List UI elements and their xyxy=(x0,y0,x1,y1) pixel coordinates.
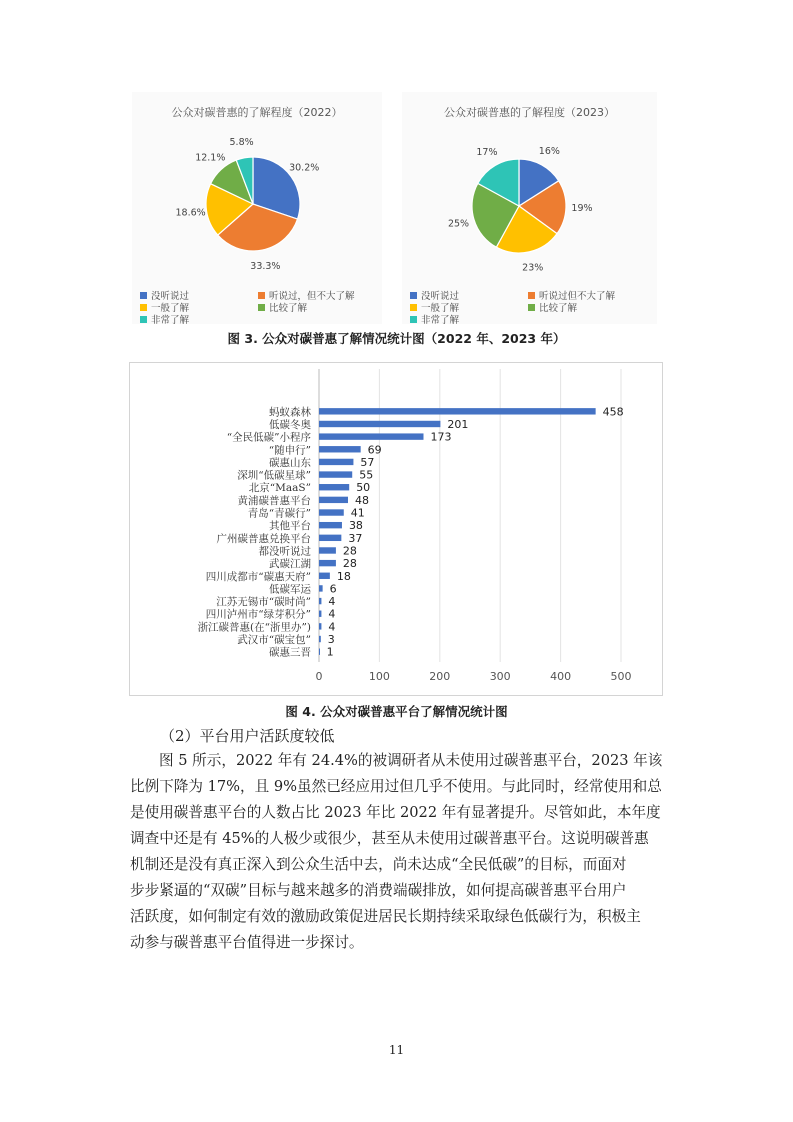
pie-chart-2023 xyxy=(402,92,657,324)
x-tick-label: 100 xyxy=(368,670,390,683)
bar xyxy=(319,522,342,528)
category-label: 武碳江湖 xyxy=(269,558,311,571)
bar-value-label: 38 xyxy=(348,519,363,533)
x-tick-label: 500 xyxy=(610,670,632,683)
pie-value-label: 12.1% xyxy=(195,152,226,164)
legend-label: 比较了解 xyxy=(269,303,308,314)
paragraph-line: 比例下降为 17%，且 9%虽然已经应用过但几乎不使用。与此同时，经常使用和总 xyxy=(130,778,662,795)
legend-label: 没听说过 xyxy=(421,291,460,302)
bar-value-label: 48 xyxy=(354,493,369,507)
bar xyxy=(319,648,320,654)
category-label: 深圳“低碳星球” xyxy=(237,469,311,482)
category-label: 低碳军运 xyxy=(269,583,311,596)
bar-value-label: 69 xyxy=(367,443,382,457)
category-label: 青岛“青碳行” xyxy=(247,507,311,520)
bar-value-label: 28 xyxy=(342,557,357,571)
category-label: 四川成都市“碳惠天府” xyxy=(205,570,311,583)
pie-value-label: 23% xyxy=(522,262,544,274)
legend-swatch xyxy=(140,292,147,299)
category-label: “全民低碳”小程序 xyxy=(226,431,311,444)
bar-value-label: 6 xyxy=(329,582,337,596)
bar-value-label: 18 xyxy=(336,569,351,583)
legend-label: 听说过，但不大了解 xyxy=(269,291,355,302)
legend-swatch xyxy=(258,304,265,311)
legend-item xyxy=(528,300,577,314)
pie-plot-2023 xyxy=(402,122,657,287)
legend-swatch xyxy=(140,304,147,311)
x-tick-label: 200 xyxy=(429,670,451,683)
body-paragraph xyxy=(130,748,666,956)
pie-title-2023: 公众对碳普惠的了解程度（2023） xyxy=(444,106,615,119)
bar-value-label: 37 xyxy=(348,531,363,545)
legend-item xyxy=(410,312,459,326)
bar-value-label: 57 xyxy=(360,455,375,469)
bar-value-label: 458 xyxy=(602,405,624,419)
category-label: 浙江碳普惠(在“浙里办”) xyxy=(197,621,311,634)
legend-item xyxy=(140,312,189,326)
category-label: 碳惠三晋 xyxy=(269,646,311,659)
figure-3-caption: 图 3. 公众对碳普惠了解情况统计图（2022 年、2023 年） xyxy=(227,331,566,346)
pie-title-2022: 公众对碳普惠的了解程度（2022） xyxy=(171,106,343,119)
bar xyxy=(319,547,336,553)
x-tick-label: 0 xyxy=(315,670,323,683)
legend-label: 听说过但不大了解 xyxy=(539,291,616,302)
bar xyxy=(319,471,352,477)
category-label: 都没听说过 xyxy=(258,545,311,558)
bar xyxy=(319,623,321,629)
category-label: 广州碳普惠兑换平台 xyxy=(216,532,311,545)
bar-value-label: 4 xyxy=(328,607,336,621)
bar xyxy=(319,585,323,591)
bar-plot xyxy=(130,363,662,695)
figure-4-caption: 图 4. 公众对碳普惠平台了解情况统计图 xyxy=(285,704,508,719)
legend-item xyxy=(258,300,307,314)
paragraph-line: 步步紧逼的“双碳”目标与越来越多的消费端碳排放，如何提高碳普惠平台用户 xyxy=(130,882,627,899)
legend-swatch xyxy=(528,304,535,311)
paragraph-line: 机制还是没有真正深入到公众生活中去，尚未达成“全民低碳”的目标，而面对 xyxy=(130,856,627,873)
legend-label: 一般了解 xyxy=(151,303,190,314)
bar-value-label: 28 xyxy=(342,544,357,558)
bar xyxy=(319,484,349,490)
legend-swatch xyxy=(528,292,535,299)
legend-swatch xyxy=(410,304,417,311)
category-label: 碳惠山东 xyxy=(269,456,311,469)
x-tick-label: 300 xyxy=(489,670,511,683)
bar-value-label: 4 xyxy=(328,595,336,609)
category-label: 低碳冬奥 xyxy=(269,418,311,431)
legend-swatch xyxy=(258,292,265,299)
bar-value-label: 173 xyxy=(430,430,452,444)
pie-value-label: 18.6% xyxy=(175,207,206,219)
category-label: 四川泸州市“绿芽积分” xyxy=(205,608,311,621)
bar-value-label: 1 xyxy=(326,645,334,659)
bar xyxy=(319,636,321,642)
section-heading: （2）平台用户活跃度较低 xyxy=(160,727,335,745)
paragraph-line: 动参与碳普惠平台值得进一步探讨。 xyxy=(130,934,364,951)
x-tick-label: 400 xyxy=(550,670,572,683)
category-label: 其他平台 xyxy=(269,520,311,533)
bar-value-label: 201 xyxy=(447,417,469,431)
bar xyxy=(319,611,321,617)
bar-value-label: 3 xyxy=(327,633,335,647)
category-label: 黄浦碳普惠平台 xyxy=(237,494,311,507)
bar xyxy=(319,446,361,452)
legend-swatch xyxy=(410,316,417,323)
legend-label: 一般了解 xyxy=(421,303,460,314)
bar xyxy=(319,421,440,427)
legend-label: 非常了解 xyxy=(151,315,190,326)
category-label: 武汉市“碳宝包” xyxy=(237,634,311,647)
bar xyxy=(319,598,321,604)
bar-value-label: 55 xyxy=(359,468,374,482)
pie-value-label: 30.2% xyxy=(289,162,320,174)
bar xyxy=(319,573,330,579)
pie-value-label: 25% xyxy=(447,218,470,230)
legend-label: 非常了解 xyxy=(421,315,460,326)
bar xyxy=(319,459,353,465)
legend-swatch xyxy=(410,292,417,299)
bar-value-label: 50 xyxy=(356,481,371,495)
legend-swatch xyxy=(140,316,147,323)
bar xyxy=(319,509,344,515)
legend-label: 比较了解 xyxy=(539,303,578,314)
bar xyxy=(319,560,336,566)
category-label: 北京“MaaS” xyxy=(248,482,311,495)
platform-bar-chart xyxy=(129,362,663,696)
bar-value-label: 41 xyxy=(350,506,365,520)
pie-value-label: 5.8% xyxy=(229,137,254,149)
paragraph-line: 图 5 所示，2022 年有 24.4%的被调研者从未使用过碳普惠平台，2023 年该 xyxy=(159,752,663,769)
pie-value-label: 17% xyxy=(476,146,498,158)
pie-chart-2022 xyxy=(132,92,382,324)
bar xyxy=(319,535,341,541)
paragraph-line: 活跃度，如何制定有效的激励政策促进居民长期持续采取绿色低碳行为，积极主 xyxy=(130,908,641,925)
bar xyxy=(319,433,423,439)
paragraph-line: 是使用碳普惠平台的人数占比 2023 年比 2022 年有显著提升。尽管如此，本年度 xyxy=(130,804,661,821)
category-label: 蚂蚁森林 xyxy=(269,406,311,419)
pie-value-label: 19% xyxy=(571,202,593,214)
paragraph-line: 调查中还是有 45%的人极少或很少，甚至从未使用过碳普惠平台。这说明碳普惠 xyxy=(130,830,649,847)
page-number: 11 xyxy=(388,1043,405,1057)
category-label: 江苏无锡市“碳时尚” xyxy=(216,596,311,609)
bar xyxy=(319,497,348,503)
bar-value-label: 4 xyxy=(328,620,336,634)
category-label: “随申行” xyxy=(268,444,311,457)
bar xyxy=(319,408,596,414)
pie-value-label: 33.3% xyxy=(250,260,281,272)
pie-plot-2022 xyxy=(132,122,382,287)
pie-value-label: 16% xyxy=(538,145,560,157)
legend-label: 没听说过 xyxy=(151,291,190,302)
